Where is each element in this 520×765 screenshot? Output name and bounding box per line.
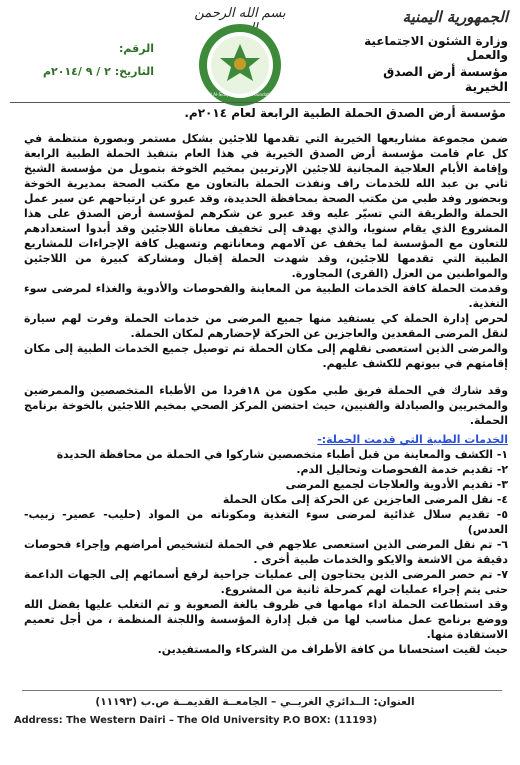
logo-text: Ard Al-Sidq Charitable Foundation — [204, 92, 276, 97]
paragraph-transport: لحرص إدارة الحملة كي يستفيد منها جميع المرضى من خدمات الحملة وفرت لهم سيارة لنقل المرضى المقعدين والعاجزين عن الحركة لإحضارهم لمكان الحملة. — [24, 312, 508, 340]
header-divider — [10, 102, 510, 103]
logo-center-dot-icon — [234, 58, 246, 70]
basmala: بسم الله الرحمن — [194, 6, 286, 21]
letterhead-right — [338, 8, 508, 94]
service-item: ٦- تم نقل المرضى الذين استعصى علاجهم في الحملة لتشخيص أمراضهم وإجراء فحوصات دقيقة من الاشعة والايكو والخدمات طبية أخرى . — [24, 538, 508, 566]
foundation-name: مؤسسة أرض الصدق الخيرية — [383, 64, 508, 94]
footer-address-arabic: العنوان: الــدائري الغربــي – الجامعــة القديمــة ص.ب (١١١٩٣) — [95, 696, 415, 708]
paragraph-home-visits: والمرضى الذين استعصى نقلهم إلى مكان الحملة تم توصيل جميع الخدمات الطبية إلى مكان إقامتهم في بيوتهم للكشف عليهم. — [24, 342, 508, 370]
service-item: ٥- تقديم سلال غذائية لمرضى سوء التغذية ومكوناته من المواد (حليب- عصير- زبيب- العدس) — [24, 508, 508, 536]
ministry-name: وزارة الشئون الاجتماعية والعمل — [364, 34, 508, 62]
paragraph-intro: ضمن مجموعة مشاريعها الخيرية التي تقدمها للاجئين بشكل مستمر وبصورة منتظمة في كل عام قامت مؤسسة أرض الصدق الخيرية في هذا العام بتنفيذ الحملة الطبية الرابعة وإقامة الأيام العلاجية المجانية للاجئين الإرتريين بمخيم الخوخة بتمويل من مؤسسة الشيخ ثاني بن عبد الله للخدمات راف ونفذت الحملة بالتعاون مع مكتب الصحة بمديرية الخوخة وبحضور وفد طبي من مكتب الصحة بمحافظة الحديدة، وقد عبرو عن ارتياحهم عن سير عمل الحملة والطريقة التي تسيّر عليه وقد عبرو عن شكرهم لمؤسسة أرض الصدق على هذا المشروع الذي يقام سنويا، والذي يهدف إلى تخفيف معاناة اللاجئين وقد أبدوا استعدادهم للتعاون مع المؤسسة لما يخفف عن آلامهم ومعاناتهم وتسهيل كافة الإجراءات للمشاريع الطبية التي تقدمها للاجئين، وقد شهدت الحملة إقبال ومشاركة كبيرة من اللاجئين والمواطنين من العزل (القرى) المجاورة. — [24, 132, 508, 280]
service-item: ٣- تقديم الأدوية والعلاجات لجميع المرضى — [285, 478, 508, 491]
document-title: مؤسسة أرض الصدق الحملة الطبية الرابعة لعام ٢٠١٤م. — [184, 106, 506, 120]
document-body — [24, 131, 508, 657]
services-list — [24, 447, 508, 597]
country-name: الجمهورية اليمنية — [402, 8, 508, 26]
service-item: ٤- نقل المرضى العاجزين عن الحركة إلى مكان الحملة — [222, 493, 508, 506]
letterhead-left — [14, 42, 154, 88]
service-item: ١- الكشف والمعاينة من قبل أطباء متخصصين شاركوا في الحملة من محافظة الحديدة — [56, 448, 508, 461]
foundation-logo — [197, 22, 283, 108]
service-item: ٧- تم حصر المرضى الذين يحتاجون إلى عمليات جراحية لرفع أسمائهم إلى الجهات الداعمة حتى يتم إجراء عمليات لهم كمرحلة ثانية من المشروع. — [24, 568, 508, 596]
letter-date: التاريخ: ٢ / ٩ /٢٠١٤م — [42, 65, 154, 78]
paragraph-gap — [24, 371, 508, 383]
service-item: ٢- تقديم خدمة الفحوصات وتحاليل الدم. — [296, 463, 508, 476]
footer-divider — [22, 690, 502, 691]
footer-address-english: Address: The Western Dairi – The Old University P.O BOX: (11193) — [14, 715, 378, 726]
paragraph-services-provided: وقدمت الحملة كافة الخدمات الطبية من المعاينة والفحوصات والأدوية والغذاء لمرضى سوء التغذية. — [24, 282, 508, 310]
services-heading: الخدمات الطبية التي قدمت الحملة:- — [317, 433, 508, 446]
paragraph-medical-team: وقد شارك في الحملة فريق طبي مكون من ١٨فردا من الأطباء المتخصصين والممرضين والمخبريين والصيادلة والفنيين، حيث احتضن المركز الصحي بمخيم اللاجئين بالخوخة برنامج الحملة. — [24, 384, 508, 427]
paragraph-conclusion: وقد استطاعت الحملة اداء مهامها في ظروف بالغة الصعوبة و تم التغلب عليها بفضل الله ووضع برنامج عمل مناسب لها من قبل إدارة المؤسسة واللجنة المنظمة ، من أجل تعميم الاستفادة منها. — [24, 598, 508, 641]
paragraph-closing: حيث لقيت استحسانا من كافة الأطراف من الشركاء والمستفيدين. — [157, 643, 508, 656]
reference-number-label: الرقم: — [119, 42, 154, 55]
